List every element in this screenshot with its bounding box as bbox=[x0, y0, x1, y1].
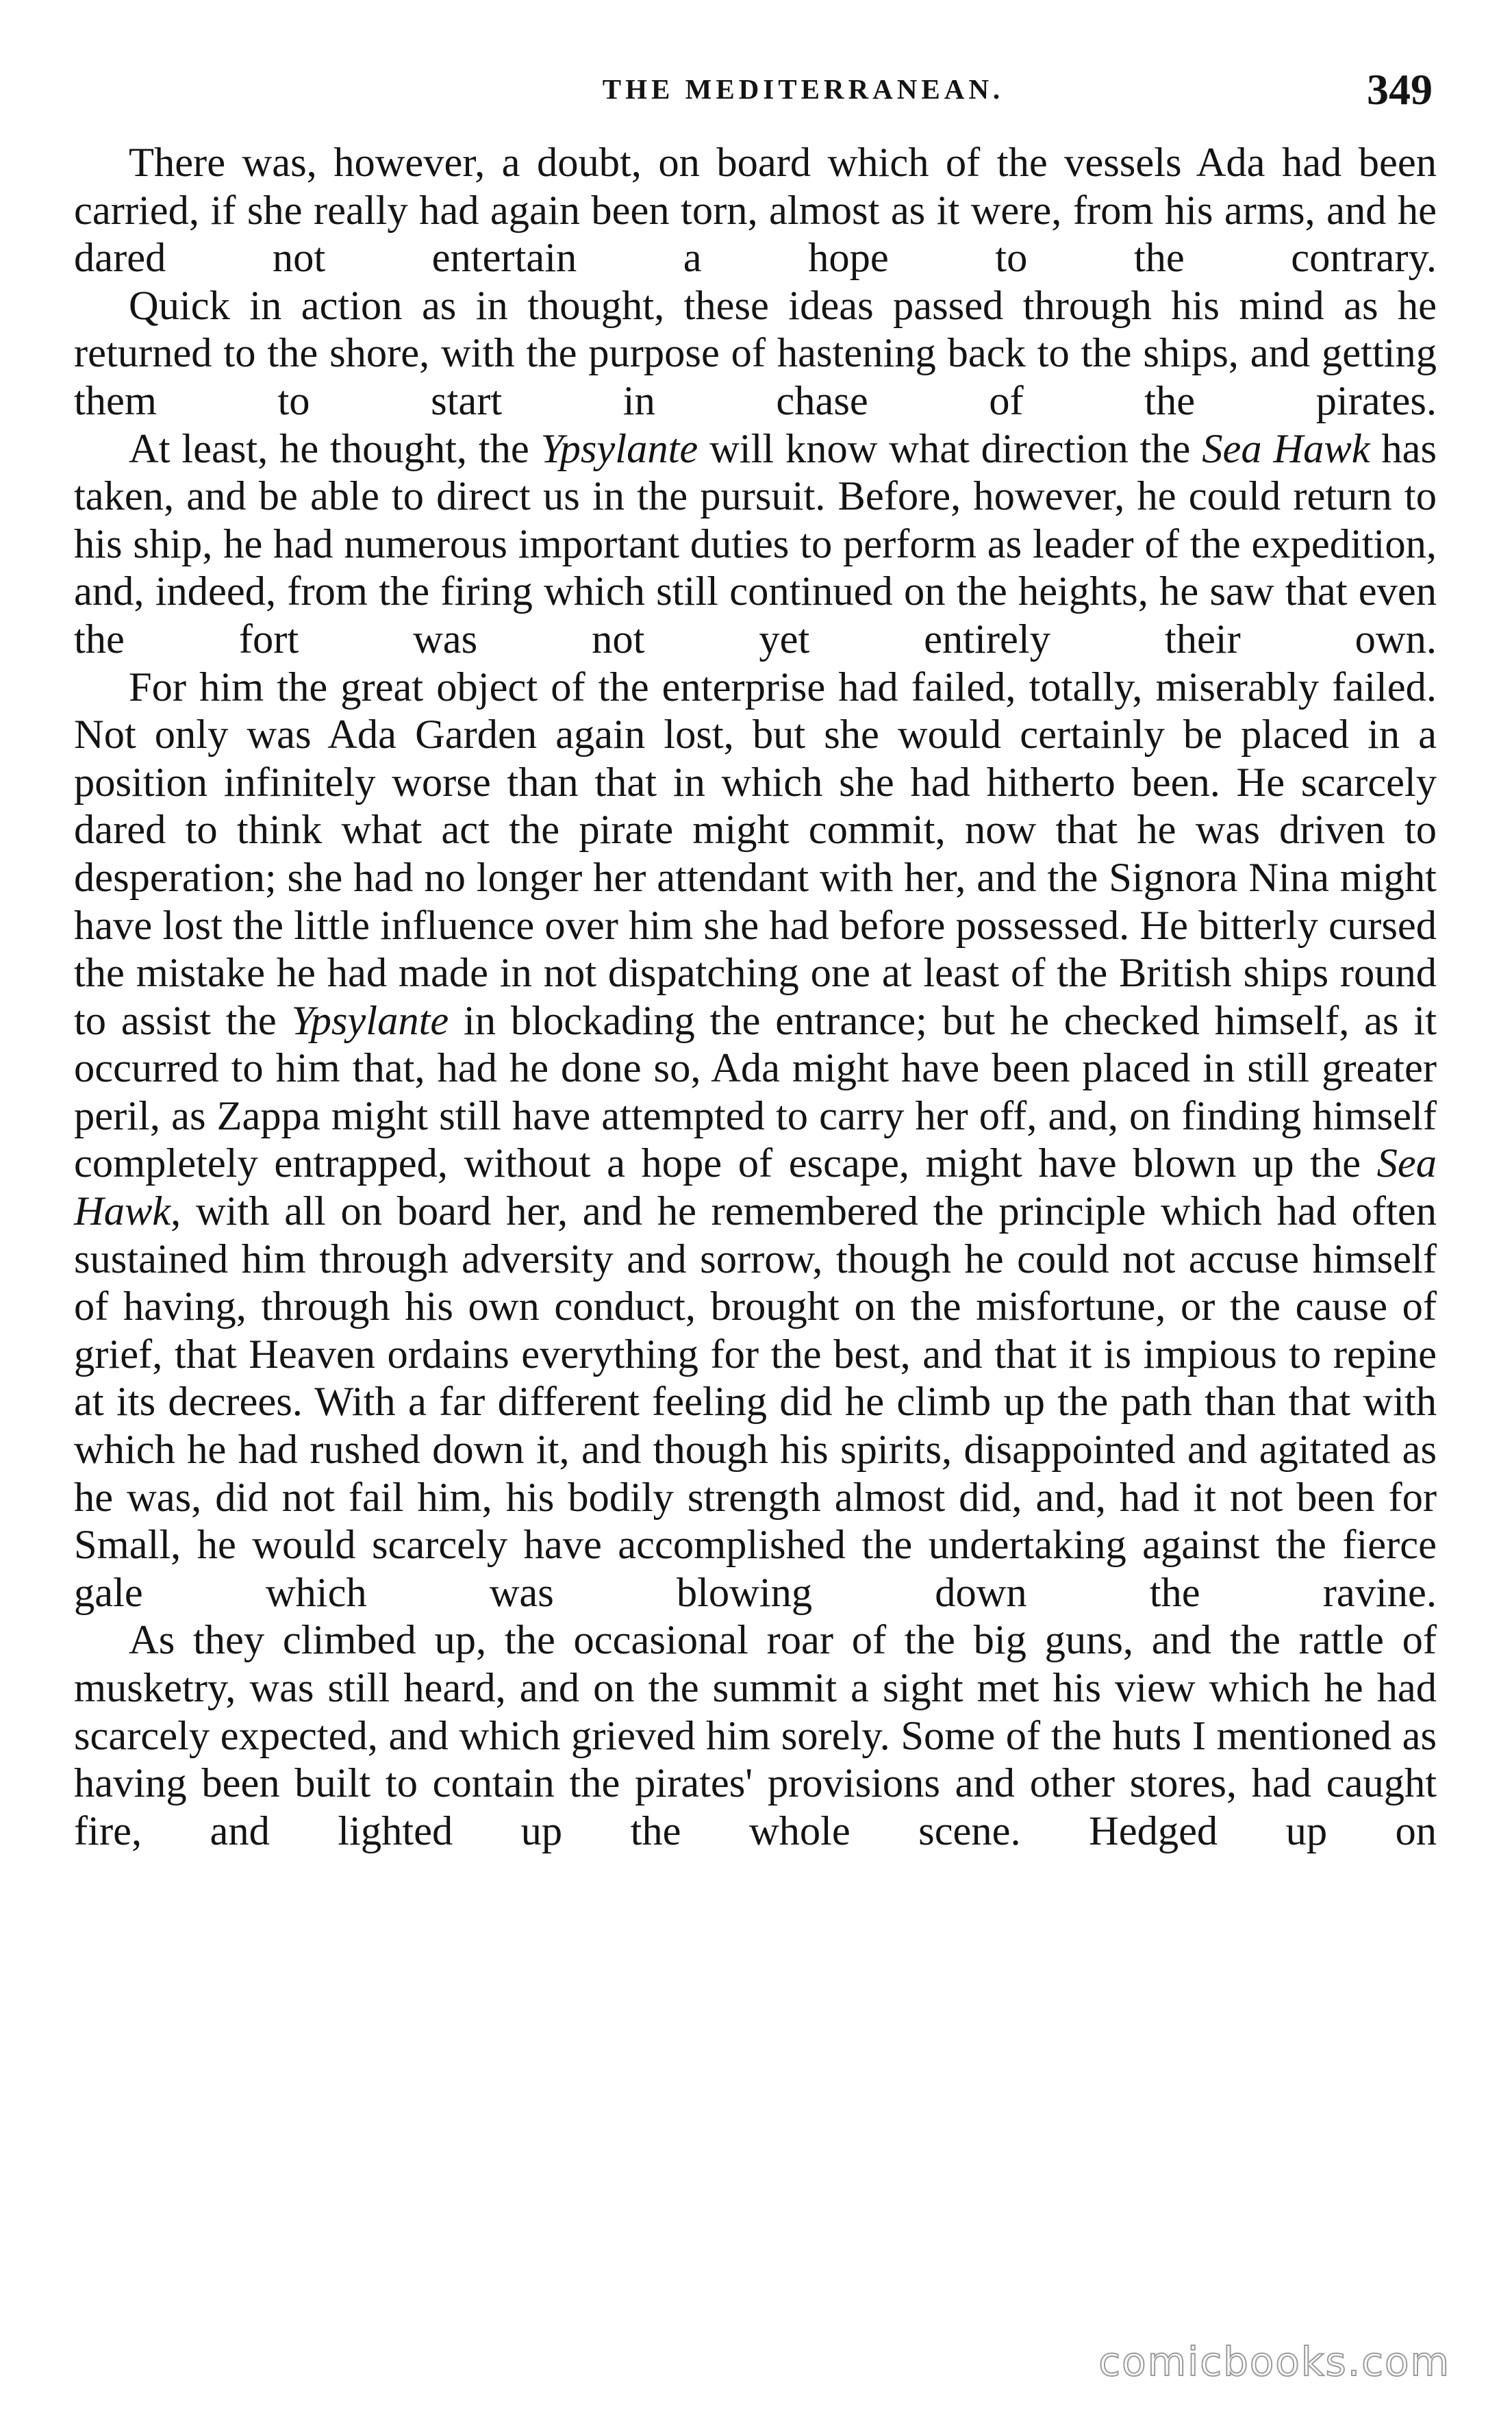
paragraph-4 bbox=[74, 664, 1437, 1617]
page-number: 349 bbox=[1367, 65, 1433, 114]
paragraph-1 bbox=[74, 139, 1437, 282]
ship-name-sea-hawk: Sea Hawk bbox=[74, 1140, 1437, 1235]
paragraph-4-text-a: For him the great object of the enterprise had failed, totally, miserably failed. Not only was Ada Garden again lost, but she would certainly be placed in a position infinitely worse than that in which she had hitherto been. He scarcely dared to think what act the pirate might commit, now that he was driven to desperation; she had no longer her attendant with her, and the Signora Nina might have lost the little influence over him she had before possessed. He bitterly cursed the mistake he had made in not dispatching one at least of the British ships round to assist the bbox=[74, 664, 1437, 1044]
paragraph-4-text-c: , with all on board her, and he remembered the principle which had often sustained him through adversity and sorrow, though he could not accuse himself of having, through his own conduct, brought on the misfortune, or the cause of grief, that Heaven ordains everything for the best, and that it is impious to repine at its decrees. With a far different feeling did he climb up the path than that with which he had rushed down it, and though his spirits, disappointed and agitated as he was, did not fail him, his bodily strength almost did, and, had it not been for Small, he would scarcely have accomplished the undertaking against the fierce gale which was blowing down the ravine. bbox=[74, 1188, 1437, 1616]
paragraph-2 bbox=[74, 282, 1437, 425]
paragraph-5-text: As they climbed up, the occasional roar of the big guns, and the rattle of musketry, was still heard, and on the summit a sight met his view which he had scarcely expected, and which grieved him sorely. Some of the huts I mentioned as having been built to contain the pirates' provisions and other stores, had caught fire, and lighted up the whole scene. Hedged up on bbox=[74, 1617, 1437, 1854]
paragraph-1-text: There was, however, a doubt, on board which of the vessels Ada had been carried, if she really had again been torn, almost as it were, from his arms, and he dared not entertain a hope to the contrary. bbox=[74, 140, 1437, 282]
running-title: THE MEDITERRANEAN. bbox=[602, 73, 1005, 105]
ship-name-sea-hawk: Sea Hawk bbox=[1202, 425, 1370, 472]
paragraph-3 bbox=[74, 425, 1437, 664]
paragraph-3-text-a: At least, he thought, the bbox=[129, 425, 541, 472]
body-text bbox=[74, 139, 1437, 1855]
watermark: comicbooks.com bbox=[1098, 2338, 1450, 2385]
running-head bbox=[74, 63, 1437, 125]
ship-name-ypsylante: Ypsylante bbox=[291, 997, 449, 1044]
paragraph-3-text-c: has taken, and be able to direct us in the pursuit. Before, however, he could return to his ship, he had numerous important duties to perform as leader of the expedition, and, indeed, from the firing which still continued on the heights, he saw that even the fort was not yet entirely their own. bbox=[74, 425, 1437, 662]
paragraph-2-text: Quick in action as in thought, these ideas passed through his mind as he returned to the shore, with the purpose of hastening back to the ships, and getting them to start in chase of the pirates. bbox=[74, 282, 1437, 424]
ship-name-ypsylante: Ypsylante bbox=[540, 425, 698, 472]
paragraph-4-text-b: in blockading the entrance; but he checked himself, as it occurred to him that, had he done so, Ada might have been placed in still greater peril, as Zappa might still have attempted to carry her off, and, on finding himself completely entrapped, without a hope of escape, might have blown up the bbox=[74, 997, 1437, 1187]
paragraph-5 bbox=[74, 1616, 1437, 1855]
paragraph-3-text-b: will know what direction the bbox=[698, 425, 1202, 472]
